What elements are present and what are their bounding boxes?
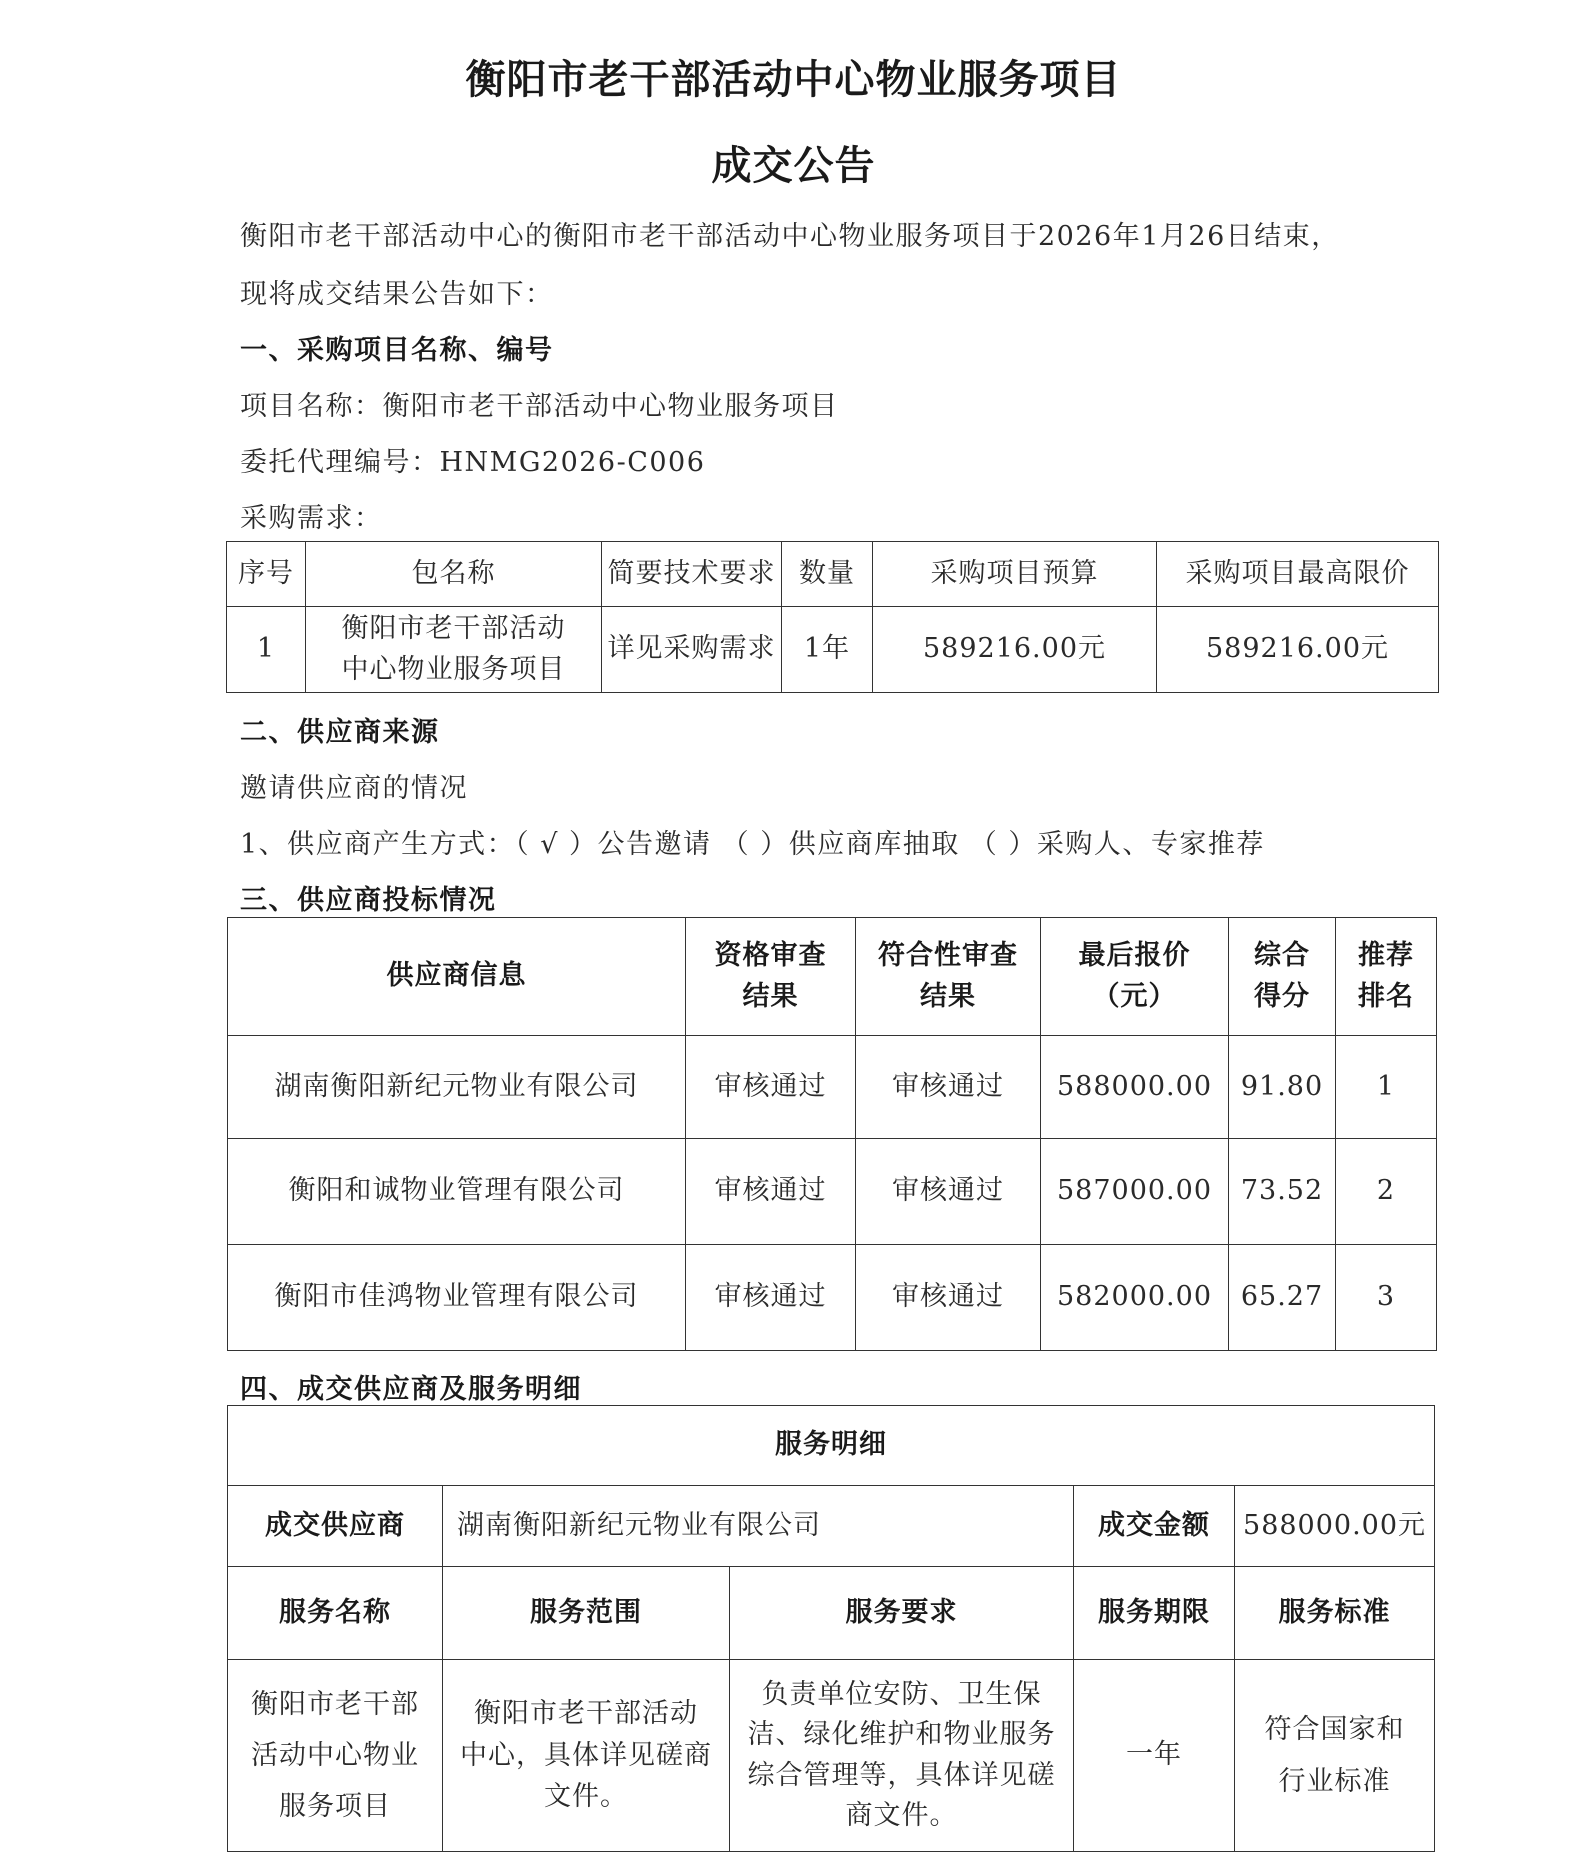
header-conformity (856, 918, 1041, 1036)
service-detail-title: 服务明细 (228, 1406, 1435, 1486)
table-row (228, 1139, 1437, 1245)
cell-line: 服务项目 (279, 1791, 391, 1823)
header-line: 综合 (1254, 940, 1310, 971)
cell-rank: 2 (1336, 1139, 1437, 1245)
cell-line: 综合管理等，具体详见磋 (747, 1759, 1056, 1791)
header-cell: 服务期限 (1074, 1567, 1235, 1660)
cell-service-name (228, 1660, 443, 1852)
cell-line: 衡阳市老干部 (251, 1688, 419, 1720)
header-price (1041, 918, 1229, 1036)
cell-service-standard (1235, 1660, 1435, 1852)
header-line: 结果 (742, 980, 799, 1012)
cell-package (306, 607, 602, 693)
title-line-2: 成交公告 (711, 142, 876, 189)
table-header-row (227, 542, 1439, 607)
requirement-label: 采购需求： (240, 503, 383, 534)
table-title-row (228, 1406, 1435, 1486)
cell-qualification: 审核通过 (686, 1139, 856, 1245)
cell-budget: 589216.00元 (873, 607, 1157, 693)
table-row (228, 1660, 1435, 1852)
section3-heading: 三、供应商投标情况 (240, 885, 497, 916)
section1-heading: 一、采购项目名称、编号 (240, 335, 554, 366)
header-cell: 采购项目最高限价 (1157, 542, 1439, 607)
header-cell: 包名称 (306, 542, 602, 607)
cell-supplier: 衡阳市佳鸿物业管理有限公司 (228, 1245, 686, 1351)
header-line: 推荐 (1358, 940, 1414, 971)
header-line: 得分 (1254, 980, 1310, 1012)
amount-label: 成交金额 (1074, 1486, 1235, 1567)
cell-line: 行业标准 (1278, 1765, 1391, 1797)
header-line: 结果 (920, 980, 976, 1012)
cell-line: 文件。 (544, 1781, 628, 1813)
cell-score: 73.52 (1229, 1139, 1336, 1245)
cell-conformity: 审核通过 (856, 1036, 1041, 1139)
cell-qualification: 审核通过 (686, 1036, 856, 1139)
section2-heading: 二、供应商来源 (240, 717, 440, 748)
header-cell: 简要技术要求 (602, 542, 782, 607)
invite-info: 邀请供应商的情况 (240, 773, 468, 804)
header-cell: 服务名称 (228, 1567, 443, 1660)
agency-code: 委托代理编号：HNMG2026-C006 (240, 447, 706, 478)
winner-name: 湖南衡阳新纪元物业有限公司 (443, 1486, 1074, 1567)
header-line: 排名 (1358, 980, 1414, 1012)
cell-line: 符合国家和 (1264, 1714, 1405, 1746)
cell-rank: 1 (1336, 1036, 1437, 1139)
winner-row (228, 1486, 1435, 1567)
header-rank (1336, 918, 1437, 1036)
intro-line-1: 衡阳市老干部活动中心的衡阳市老干部活动中心物业服务项目于2026年1月26日结束， (240, 221, 1340, 252)
cell-conformity: 审核通过 (856, 1245, 1041, 1351)
intro-line-2: 现将成交结果公告如下： (240, 279, 554, 310)
table-row (227, 607, 1439, 693)
header-supplier: 供应商信息 (228, 918, 686, 1036)
supplier-method: 1、供应商产生方式：（ √ ）公告邀请 （ ）供应商库抽取 （ ）采购人、专家推荐 (240, 829, 1265, 860)
header-qualification (686, 918, 856, 1036)
header-cell: 采购项目预算 (873, 542, 1157, 607)
header-cell: 服务范围 (443, 1567, 730, 1660)
cell-supplier: 湖南衡阳新纪元物业有限公司 (228, 1036, 686, 1139)
cell-rank: 3 (1336, 1245, 1437, 1351)
bid-table (227, 917, 1437, 1351)
header-cell: 服务标准 (1235, 1567, 1435, 1660)
project-name: 项目名称：衡阳市老干部活动中心物业服务项目 (240, 391, 839, 422)
header-cell: 数量 (782, 542, 873, 607)
header-line: 资格审查 (714, 940, 827, 971)
cell-conformity: 审核通过 (856, 1139, 1041, 1245)
cell-line: 活动中心物业 (251, 1739, 419, 1771)
table-header-row (228, 918, 1437, 1036)
header-score (1229, 918, 1336, 1036)
cell-line: 商文件。 (845, 1800, 958, 1831)
requirement-table (226, 541, 1439, 693)
table-row (228, 1245, 1437, 1351)
header-cell: 序号 (227, 542, 306, 607)
cell-no: 1 (227, 607, 306, 693)
table-header-row (228, 1567, 1435, 1660)
cell-score: 91.80 (1229, 1036, 1336, 1139)
cell-line: 负责单位安防、卫生保 (761, 1678, 1042, 1710)
cell-line: 洁、绿化维护和物业服务 (747, 1719, 1056, 1750)
package-line-2: 中心物业服务项目 (341, 653, 566, 685)
cell-supplier: 衡阳和诚物业管理有限公司 (228, 1139, 686, 1245)
cell-service-scope (443, 1660, 730, 1852)
cell-service-term: 一年 (1074, 1660, 1235, 1852)
header-line: 最后报价 (1078, 940, 1191, 971)
table-row (228, 1036, 1437, 1139)
cell-max-price: 589216.00元 (1157, 607, 1439, 693)
cell-price: 588000.00 (1041, 1036, 1229, 1139)
cell-tech: 详见采购需求 (602, 607, 782, 693)
section4-heading: 四、成交供应商及服务明细 (240, 1374, 582, 1405)
header-cell: 服务要求 (730, 1567, 1074, 1660)
package-line-1: 衡阳市老干部活动 (341, 613, 566, 644)
cell-price: 587000.00 (1041, 1139, 1229, 1245)
header-line: （元） (1092, 980, 1177, 1012)
amount-value: 588000.00元 (1235, 1486, 1435, 1567)
cell-qualification: 审核通过 (686, 1245, 856, 1351)
title-line-1: 衡阳市老干部活动中心物业服务项目 (465, 56, 1122, 103)
cell-qty: 1年 (782, 607, 873, 693)
winner-label: 成交供应商 (228, 1486, 443, 1567)
header-line: 符合性审查 (878, 940, 1018, 971)
cell-score: 65.27 (1229, 1245, 1336, 1351)
cell-line: 中心，具体详见磋商 (460, 1739, 712, 1771)
cell-service-requirement (730, 1660, 1074, 1852)
cell-price: 582000.00 (1041, 1245, 1229, 1351)
winner-table (227, 1405, 1435, 1852)
cell-line: 衡阳市老干部活动 (474, 1697, 698, 1729)
